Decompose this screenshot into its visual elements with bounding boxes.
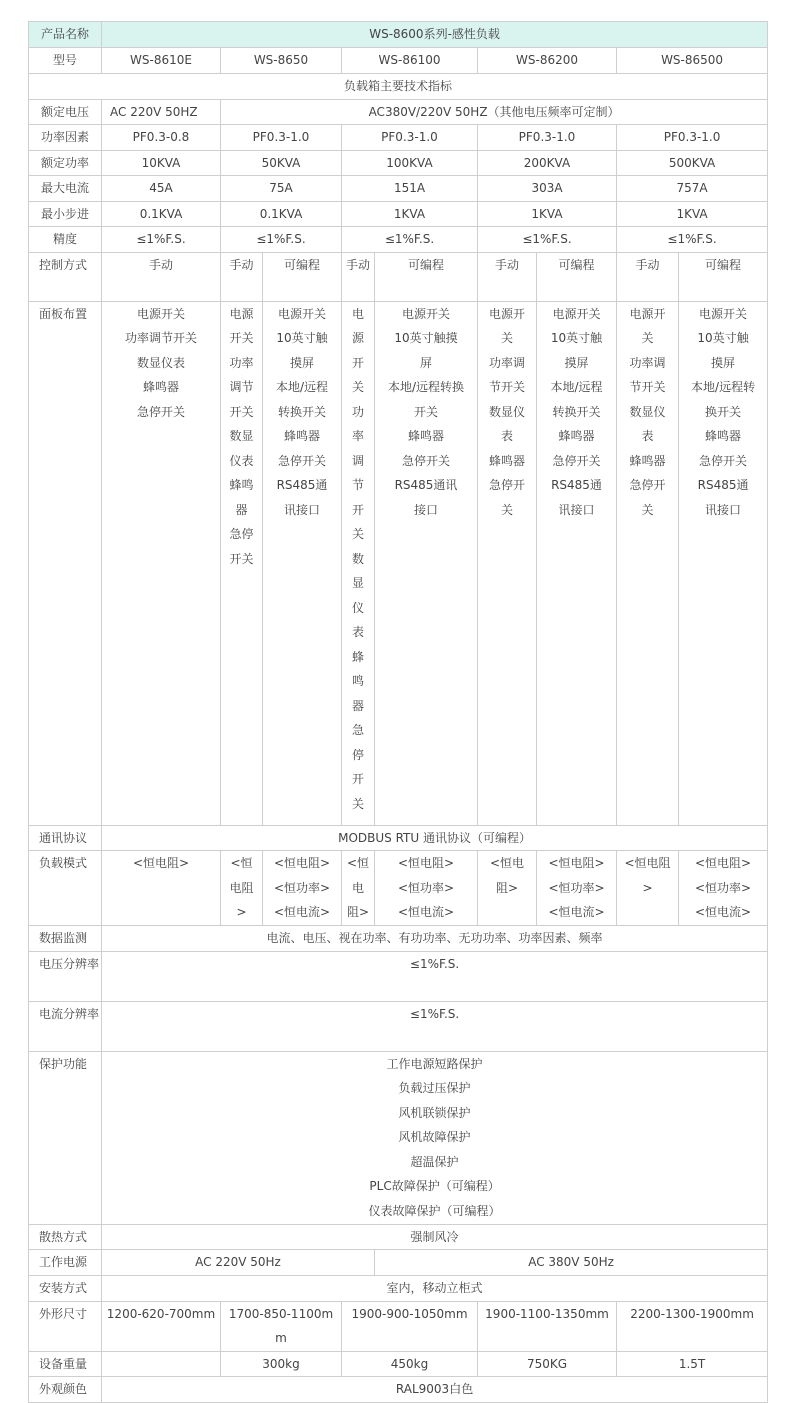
- accuracy-2: ≤1%F.S.: [221, 227, 342, 253]
- label-control-mode: 控制方式: [29, 252, 102, 301]
- cell-line: PLC故障保护（可编程）: [369, 1179, 500, 1193]
- cell-line: 电源开关: [699, 306, 748, 321]
- cell-line: 关: [351, 380, 364, 394]
- cell-line: <恒功率>: [397, 880, 455, 895]
- cell-line: 率: [351, 429, 364, 443]
- cell-line: 电源开关: [401, 306, 450, 321]
- row-product-name: [29, 22, 768, 48]
- cell-line: 关: [641, 502, 654, 517]
- cell-line: 蜂鸣器: [629, 453, 666, 468]
- min-step-3: 1KVA: [342, 201, 478, 227]
- cell-line: <恒功率>: [695, 880, 752, 895]
- dimensions-4: 1900-1100-1350mm: [478, 1301, 617, 1351]
- label-protection: 保护功能: [29, 1051, 102, 1224]
- cell-line: <恒电阻>: [548, 856, 605, 870]
- cell-line: 急停开关: [699, 453, 748, 468]
- max-current-5: 757A: [617, 176, 768, 202]
- cell-line: <恒电流>: [397, 905, 455, 919]
- row-voltage-resolution: [29, 951, 768, 1001]
- cell-line: 功率调: [629, 355, 666, 370]
- cell-line: 功: [351, 404, 364, 419]
- cell-line: 本地/远程转: [691, 380, 756, 394]
- cell-line: 开关: [229, 331, 254, 345]
- cell-line: 节开关: [629, 380, 666, 394]
- load-2-manual: [221, 851, 263, 926]
- label-dimensions: 外形尺寸: [29, 1301, 102, 1351]
- control-5-manual: 手动: [617, 252, 679, 301]
- power-factor-2: PF0.3-1.0: [221, 125, 342, 151]
- cell-line: 本地/远程转换: [387, 380, 465, 394]
- model-2: WS-8650: [221, 48, 342, 74]
- rated-power-1: 10KVA: [102, 150, 221, 176]
- cell-line: 10英寸触: [697, 331, 749, 345]
- cell-line: 节: [351, 478, 364, 492]
- cell-line: 摸屏: [289, 355, 314, 370]
- control-2-program: 可编程: [263, 252, 342, 301]
- panel-3-manual: [342, 301, 375, 825]
- cell-line: <恒电阻>: [397, 856, 455, 870]
- cell-line: 仪表故障保护（可编程）: [368, 1203, 501, 1218]
- cell-line: RS485通讯: [394, 478, 458, 492]
- label-panel-layout: 面板布置: [29, 301, 102, 825]
- row-accuracy: [29, 227, 768, 253]
- load-3-manual: [342, 851, 375, 926]
- spec-title: 负载箱主要技术指标: [29, 73, 768, 99]
- rated-power-5: 500KVA: [617, 150, 768, 176]
- label-power-factor: 功率因素: [29, 125, 102, 151]
- cell-line: 关: [500, 502, 513, 517]
- cell-line: 数显仪: [629, 404, 666, 419]
- cell-line: <恒电流>: [695, 905, 752, 919]
- cell-line: 显: [351, 576, 364, 590]
- cell-line: 功率: [229, 355, 254, 370]
- cell-line: 阻>: [495, 880, 519, 895]
- protection-list: [102, 1051, 768, 1224]
- row-install: [29, 1276, 768, 1302]
- cell-line: 急停开关: [401, 453, 450, 468]
- dimensions-5: 2200-1300-1900mm: [617, 1301, 768, 1351]
- cell-line: 电阻: [229, 880, 254, 895]
- cell-line: <恒电阻>: [273, 856, 331, 870]
- model-4: WS-86200: [478, 48, 617, 74]
- label-max-current: 最大电流: [29, 176, 102, 202]
- cell-line: 调节: [229, 380, 254, 394]
- control-4-manual: 手动: [478, 252, 537, 301]
- accuracy-1: ≤1%F.S.: [102, 227, 221, 253]
- cell-line: 10英寸触: [276, 331, 328, 345]
- dimensions-3: 1900-900-1050mm: [342, 1301, 478, 1351]
- cell-line: 开: [351, 772, 364, 786]
- cell-line: 讯接口: [705, 502, 742, 517]
- cell-line: 开: [351, 355, 364, 370]
- control-5-program: 可编程: [679, 252, 768, 301]
- cell-line: 电源: [229, 306, 254, 321]
- panel-4-manual: [478, 301, 537, 825]
- row-rated-voltage: [29, 99, 768, 125]
- control-3-manual: 手动: [342, 252, 375, 301]
- cell-line: 超温保护: [410, 1154, 459, 1169]
- current-resolution: ≤1%F.S.: [102, 1001, 768, 1051]
- dimensions-2: 1700-850-1100mm: [221, 1301, 342, 1351]
- cell-line: 摸屏: [711, 355, 736, 370]
- cell-line: 急: [351, 723, 364, 737]
- product-name: WS-8600系列-感性负载: [102, 22, 768, 48]
- cell-line: <恒功率>: [273, 880, 331, 895]
- cell-line: 停: [351, 747, 364, 762]
- install: 室内，移动立柜式: [102, 1276, 768, 1302]
- panel-5-program: [679, 301, 768, 825]
- row-max-current: [29, 176, 768, 202]
- label-current-resolution: 电流分辨率: [29, 1001, 102, 1051]
- cell-line: 急停开关: [277, 453, 326, 468]
- rated-voltage-2: AC380V/220V 50HZ（其他电压频率可定制）: [221, 99, 768, 125]
- cell-line: 讯接口: [283, 502, 320, 517]
- work-power-2: AC 380V 50Hz: [375, 1250, 768, 1276]
- row-panel-layout: [29, 301, 768, 825]
- cell-line: 摸屏: [564, 355, 589, 370]
- label-cooling: 散热方式: [29, 1224, 102, 1250]
- rated-voltage-1: AC 220V 50HZ: [102, 99, 221, 125]
- load-4-program: [537, 851, 617, 926]
- label-voltage-resolution: 电压分辨率: [29, 951, 102, 1001]
- row-cooling: [29, 1224, 768, 1250]
- cell-line: <恒电: [489, 856, 525, 870]
- label-product-name: 产品名称: [29, 22, 102, 48]
- row-spec-title: [29, 73, 768, 99]
- cell-line: 关: [500, 331, 513, 345]
- control-2-manual: 手动: [221, 252, 263, 301]
- cell-line: 10英寸触: [550, 331, 603, 345]
- accuracy-3: ≤1%F.S.: [342, 227, 478, 253]
- cell-line: 电: [351, 880, 364, 895]
- max-current-3: 151A: [342, 176, 478, 202]
- panel-1: [102, 301, 221, 825]
- cell-line: 功率调: [488, 355, 525, 370]
- cell-line: 表: [500, 429, 513, 443]
- row-color: [29, 1377, 768, 1403]
- cell-line: <恒: [346, 856, 370, 870]
- cell-line: 数: [351, 551, 364, 566]
- cell-line: 器: [351, 698, 364, 713]
- row-weight: [29, 1351, 768, 1377]
- cell-line: 急停开: [488, 478, 525, 492]
- panel-4-program: [537, 301, 617, 825]
- panel-5-manual: [617, 301, 679, 825]
- cell-line: 急停: [229, 527, 254, 541]
- cell-line: 开关: [229, 551, 254, 566]
- power-factor-5: PF0.3-1.0: [617, 125, 768, 151]
- row-model: [29, 48, 768, 74]
- max-current-4: 303A: [478, 176, 617, 202]
- min-step-4: 1KVA: [478, 201, 617, 227]
- cell-line: 仪: [351, 600, 364, 615]
- row-data-monitor: [29, 926, 768, 952]
- cell-line: 转换开关: [552, 404, 601, 419]
- cell-line: 急停开关: [552, 453, 601, 468]
- weight-3: 450kg: [342, 1351, 478, 1377]
- row-protection: [29, 1051, 768, 1224]
- label-work-power: 工作电源: [29, 1250, 102, 1276]
- row-load-mode: [29, 851, 768, 926]
- cell-line: RS485通: [276, 478, 328, 492]
- cell-line: 调: [351, 453, 364, 468]
- cell-line: 功率调节开关: [124, 331, 197, 345]
- model-5: WS-86500: [617, 48, 768, 74]
- weight-5: 1.5T: [617, 1351, 768, 1377]
- cell-line: 关: [351, 527, 364, 541]
- cell-line: 风机联锁保护: [398, 1105, 471, 1120]
- weight-2: 300kg: [221, 1351, 342, 1377]
- cell-line: 开关: [413, 404, 438, 419]
- cell-line: >: [236, 905, 247, 919]
- label-weight: 设备重量: [29, 1351, 102, 1377]
- cell-line: <恒电阻>: [695, 856, 752, 870]
- cell-line: <恒电阻>: [132, 856, 190, 870]
- cell-line: 开关: [229, 404, 254, 419]
- cell-line: 蜂鸣器: [142, 380, 179, 394]
- min-step-2: 0.1KVA: [221, 201, 342, 227]
- cell-line: 工作电源短路保护: [386, 1056, 483, 1071]
- cooling: 强制风冷: [102, 1224, 768, 1250]
- cell-line: 蜂鸣器: [407, 429, 444, 443]
- label-accuracy: 精度: [29, 227, 102, 253]
- label-data-monitor: 数据监测: [29, 926, 102, 952]
- accuracy-5: ≤1%F.S.: [617, 227, 768, 253]
- label-rated-voltage: 额定电压: [29, 99, 102, 125]
- row-comm-protocol: [29, 825, 768, 851]
- load-2-program: [263, 851, 342, 926]
- cell-line: 10英寸触摸: [394, 331, 458, 345]
- cell-line: 表: [641, 429, 654, 443]
- cell-line: 讯接口: [558, 502, 595, 517]
- row-control-mode: [29, 252, 768, 301]
- control-1-manual: 手动: [102, 252, 221, 301]
- label-rated-power: 额定功率: [29, 150, 102, 176]
- label-min-step: 最小步进: [29, 201, 102, 227]
- cell-line: <恒: [230, 856, 253, 870]
- work-power-1: AC 220V 50Hz: [102, 1250, 375, 1276]
- cell-line: 蜂: [351, 649, 364, 664]
- cell-line: 鸣: [351, 674, 364, 688]
- cell-line: 数显仪表: [136, 355, 185, 370]
- cell-line: 仪表: [229, 453, 254, 468]
- cell-line: 蜂鸣器: [705, 429, 742, 443]
- load-5-manual: [617, 851, 679, 926]
- row-current-resolution: [29, 1001, 768, 1051]
- cell-line: 开: [351, 502, 364, 517]
- label-color: 外观颜色: [29, 1377, 102, 1403]
- label-install: 安装方式: [29, 1276, 102, 1302]
- cell-line: <恒电流>: [548, 905, 605, 919]
- cell-line: 蜂鸣器: [488, 453, 525, 468]
- cell-line: 数显仪: [488, 404, 525, 419]
- panel-2-program: [263, 301, 342, 825]
- cell-line: 电源开: [629, 306, 666, 321]
- cell-line: 电源开关: [277, 306, 326, 321]
- cell-line: <恒电阻: [624, 856, 671, 870]
- row-min-step: [29, 201, 768, 227]
- comm-protocol: MODBUS RTU 通讯协议（可编程）: [102, 825, 768, 851]
- cell-line: >: [642, 880, 653, 895]
- cell-line: 器: [235, 502, 248, 517]
- row-rated-power: [29, 150, 768, 176]
- cell-line: 电源开: [488, 306, 525, 321]
- cell-line: 数显: [229, 429, 254, 443]
- label-comm-protocol: 通讯协议: [29, 825, 102, 851]
- row-power-factor: [29, 125, 768, 151]
- weight-4: 750KG: [478, 1351, 617, 1377]
- data-monitor: 电流、电压、视在功率、有功功率、无功功率、功率因素、频率: [102, 926, 768, 952]
- model-1: WS-8610E: [102, 48, 221, 74]
- cell-line: 关: [641, 331, 654, 345]
- max-current-1: 45A: [102, 176, 221, 202]
- min-step-5: 1KVA: [617, 201, 768, 227]
- cell-line: 电源开关: [552, 306, 601, 321]
- cell-line: 风机故障保护: [398, 1130, 471, 1144]
- rated-power-3: 100KVA: [342, 150, 478, 176]
- cell-line: 关: [351, 796, 364, 811]
- cell-line: RS485通: [697, 478, 749, 492]
- rated-power-4: 200KVA: [478, 150, 617, 176]
- accuracy-4: ≤1%F.S.: [478, 227, 617, 253]
- min-step-1: 0.1KVA: [102, 201, 221, 227]
- cell-line: 节开关: [488, 380, 525, 394]
- cell-line: 电源开关: [136, 306, 185, 321]
- color: RAL9003白色: [102, 1377, 768, 1403]
- cell-line: 急停开关: [136, 404, 185, 419]
- load-3-program: [375, 851, 478, 926]
- voltage-resolution: ≤1%F.S.: [102, 951, 768, 1001]
- cell-line: 蜂鸣器: [283, 429, 320, 443]
- model-3: WS-86100: [342, 48, 478, 74]
- max-current-2: 75A: [221, 176, 342, 202]
- cell-line: 本地/远程: [550, 380, 603, 394]
- load-5-program: [679, 851, 768, 926]
- power-factor-4: PF0.3-1.0: [478, 125, 617, 151]
- cell-line: 电: [351, 306, 364, 321]
- cell-line: <恒功率>: [548, 880, 605, 895]
- cell-line: 负载过压保护: [398, 1081, 471, 1095]
- cell-line: 屏: [419, 355, 432, 370]
- cell-line: 源: [351, 331, 364, 345]
- cell-line: RS485通: [551, 478, 602, 492]
- cell-line: <恒电流>: [273, 905, 331, 919]
- load-4-manual: [478, 851, 537, 926]
- rated-power-2: 50KVA: [221, 150, 342, 176]
- power-factor-1: PF0.3-0.8: [102, 125, 221, 151]
- spec-table: [28, 21, 768, 1403]
- cell-line: 蜂鸣器: [558, 429, 595, 443]
- control-3-program: 可编程: [375, 252, 478, 301]
- power-factor-3: PF0.3-1.0: [342, 125, 478, 151]
- load-1: [102, 851, 221, 926]
- cell-line: 转换开关: [277, 404, 326, 419]
- cell-line: 急停开: [629, 478, 666, 492]
- panel-2-manual: [221, 301, 263, 825]
- panel-3-program: [375, 301, 478, 825]
- cell-line: 换开关: [705, 404, 742, 419]
- row-dimensions: [29, 1301, 768, 1351]
- dimensions-1: 1200-620-700mm: [102, 1301, 221, 1351]
- label-load-mode: 负载模式: [29, 851, 102, 926]
- cell-line: 本地/远程: [275, 380, 329, 394]
- cell-line: 蜂鸣: [229, 478, 254, 492]
- cell-line: 表: [351, 625, 364, 639]
- label-model: 型号: [29, 48, 102, 74]
- cell-line: 接口: [413, 502, 438, 517]
- row-work-power: [29, 1250, 768, 1276]
- cell-line: 阻>: [346, 905, 370, 919]
- weight-1: [102, 1351, 221, 1377]
- control-4-program: 可编程: [537, 252, 617, 301]
